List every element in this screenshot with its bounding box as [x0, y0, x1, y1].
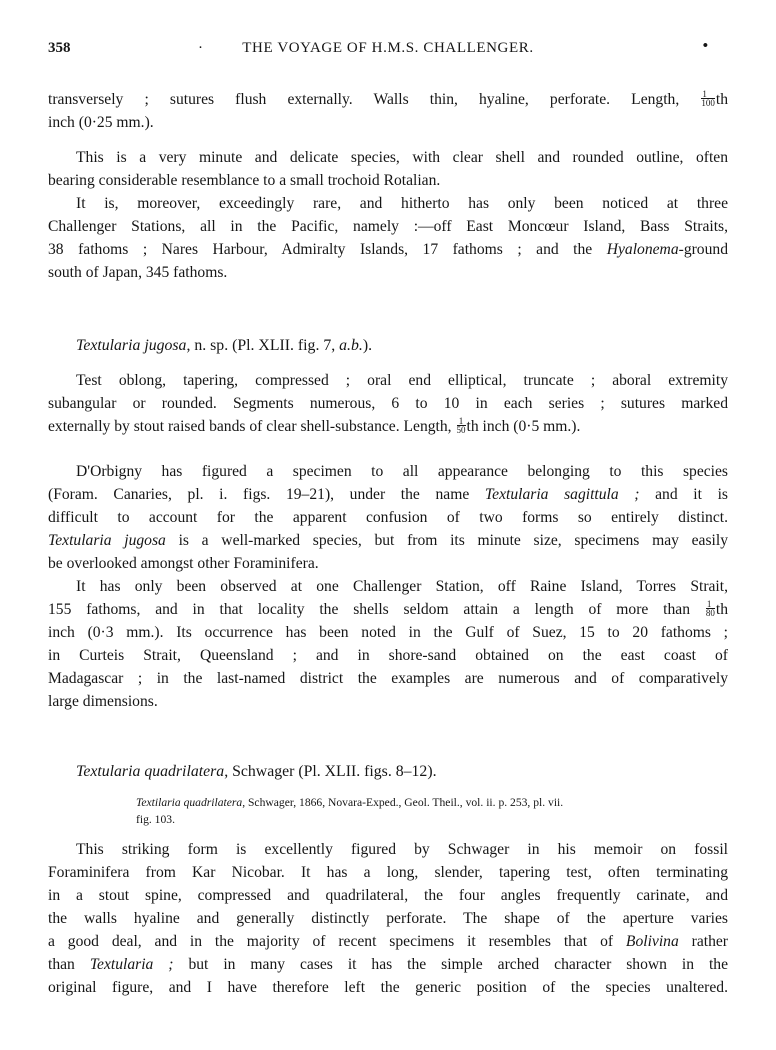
text-line: in a stout spine, compressed and quadrilateral, the four angles frequently carinate, and	[48, 887, 728, 904]
text-line: a good deal, and in the majority of recent specimens it resembles that of Bolivina rather	[48, 933, 728, 950]
text-line: than Textularia ; but in many cases it has the simple arched character shown in the	[48, 956, 729, 973]
text-line: It is, moreover, exceedingly rare, and hitherto has only been noticed at three	[76, 195, 728, 212]
header-ornament-right: •	[702, 38, 708, 54]
text-line: 38 fathoms ; Nares Harbour, Admiralty Islands, 17 fathoms ; and the Hyalonema-ground	[48, 241, 728, 258]
text-line: Madagascar ; in the last-named district the examples are numerous and of comparatively	[48, 670, 728, 687]
text-line: transversely ; sutures flush externally. Walls thin, hyaline, perforate. Length, $\frac{1}{100}$ th	[48, 89, 728, 108]
text-line: It has only been observed at one Challenger Station, off Raine Island, Torres Strait,	[76, 578, 728, 595]
text-line: Test oblong, tapering, compressed ; oral end elliptical, truncate ; aboral extremity	[76, 372, 728, 389]
text-line: in Curteis Strait, Queensland ; and in shore-sand obtained on the east coast of	[48, 647, 728, 664]
text-line: Challenger Stations, all in the Pacific, namely :—off East Moncœur Island, Bass Straits,	[48, 218, 728, 235]
species-heading: Textularia quadrilatera, Schwager (Pl. XLII. figs. 8–12).	[76, 763, 437, 780]
text-line: Foraminifera from Kar Nicobar. It has a long, slender, tapering test, often terminating	[48, 864, 728, 881]
text-line: bearing considerable resemblance to a small trochoid Rotalian.	[48, 172, 441, 189]
text-line: south of Japan, 345 fathoms.	[48, 264, 228, 281]
text-line: 155 fathoms, and in that locality the shells seldom attain a length of more than $\frac{1}{80}$ th	[48, 599, 728, 618]
paragraph	[48, 838, 728, 999]
text-line: inch (0·3 mm.). Its occurrence has been noted in the Gulf of Suez, 15 to 20 fathoms ;	[48, 624, 728, 641]
running-header	[48, 40, 728, 62]
text-line: (Foram. Canaries, pl. i. figs. 19–21), under the name Textularia sagittula ; and it is	[48, 486, 728, 503]
fraction: $\frac{1}{80}$	[705, 599, 715, 618]
bibliographic-reference: Textilaria quadrilatera, Schwager, 1866, Novara-Exped., Geol. Theil., vol. ii. p. 253, pl. vii. fig. 103.	[136, 796, 564, 826]
species-description	[48, 369, 728, 438]
fraction: $\frac{1}{50}$	[456, 416, 466, 435]
text-line: subangular or rounded. Segments numerous, 6 to 10 in each series ; sutures marked	[48, 395, 728, 412]
text-line: Textularia jugosa is a well-marked species, but from its minute size, specimens may easily	[48, 532, 729, 549]
header-ornament-left: ·	[198, 40, 203, 56]
text-line: externally by stout raised bands of clear shell-substance. Length, $\frac{1}{50}$ th inch (0·5 mm.).	[48, 416, 581, 435]
text-line: D'Orbigny has figured a specimen to all appearance belonging to this species	[76, 463, 728, 480]
fraction: $\frac{1}{100}$	[701, 89, 715, 108]
text-line: inch (0·25 mm.).	[48, 114, 154, 131]
text-line: original figure, and I have therefore left the generic position of the species unaltered.	[48, 979, 728, 996]
page-number: 358	[48, 40, 71, 56]
text-line: be overlooked amongst other Foraminifera.	[48, 555, 319, 572]
text-line: difficult to account for the apparent confusion of two forms so entirely distinct.	[48, 509, 728, 526]
text-line: large dimensions.	[48, 693, 158, 710]
text-line: the walls hyaline and generally distinctly perforate. The shape of the aperture varies	[48, 910, 728, 927]
text-line: This is a very minute and delicate species, with clear shell and rounded outline, often	[76, 149, 728, 166]
running-title: THE VOYAGE OF H.M.S. CHALLENGER.	[242, 40, 534, 56]
species-heading: Textularia jugosa, n. sp. (Pl. XLII. fig. 7, a.b.).	[76, 337, 373, 354]
paragraph	[48, 146, 728, 284]
section-continued-description	[48, 88, 728, 134]
text-line: This striking form is excellently figured by Schwager in his memoir on fossil	[76, 841, 728, 858]
paragraph	[48, 460, 728, 713]
